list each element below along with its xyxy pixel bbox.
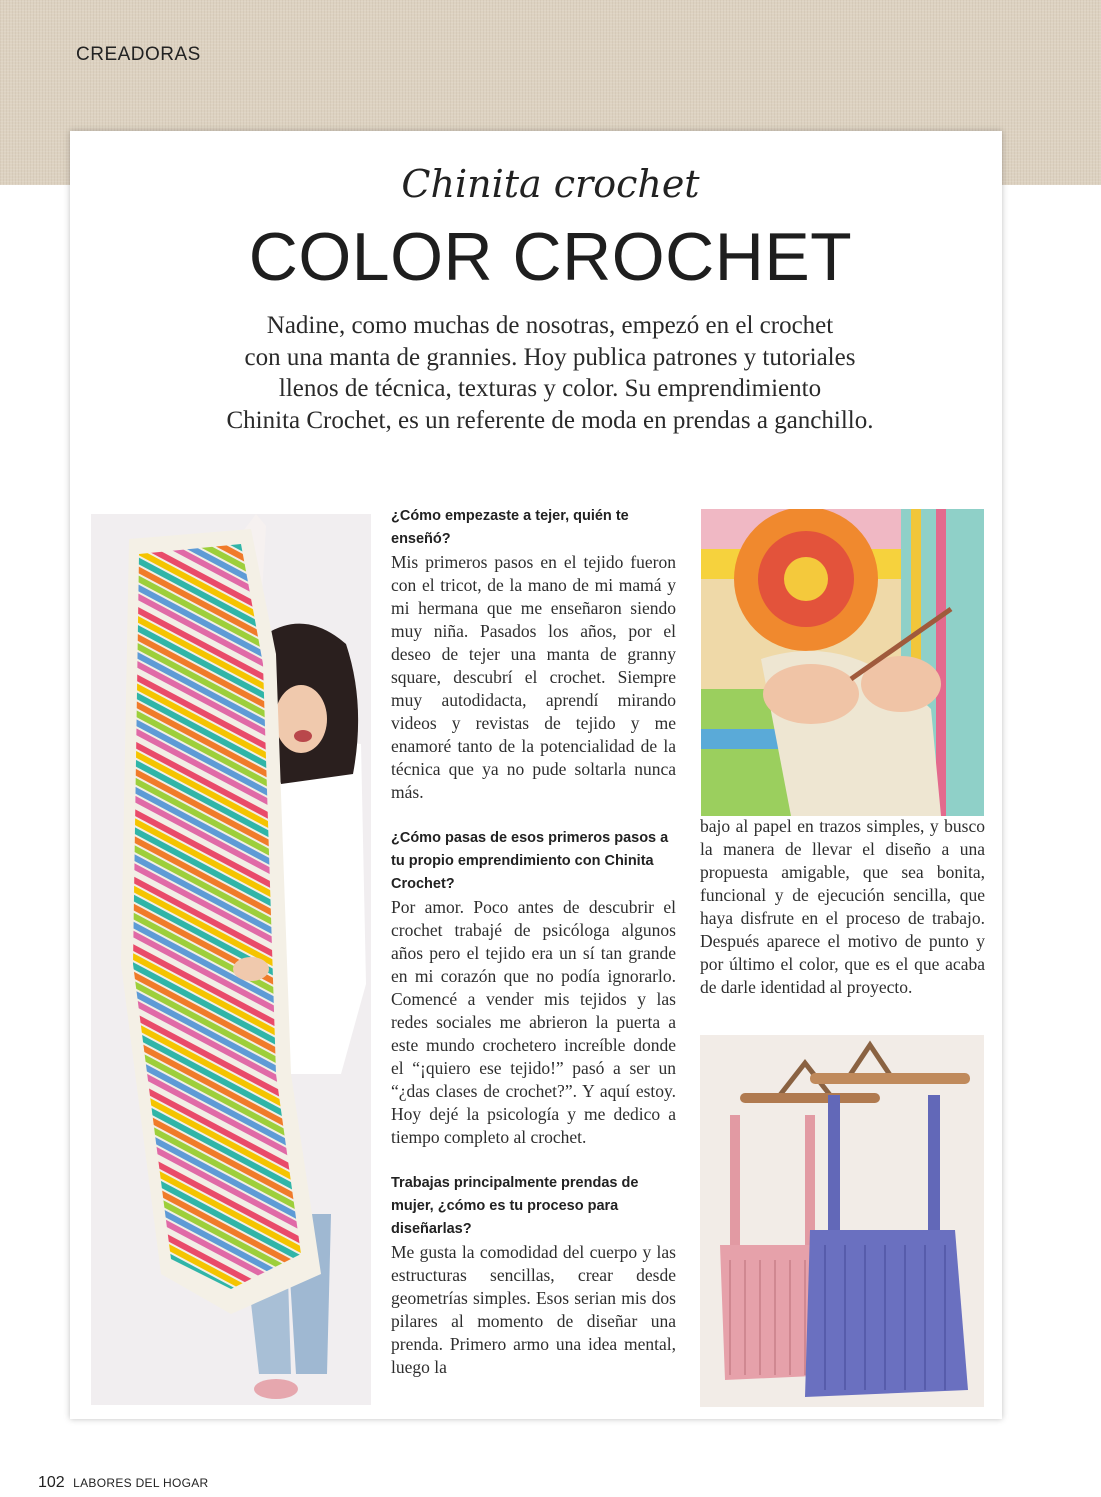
section-label: CREADORAS [76, 44, 201, 65]
column-middle [391, 505, 676, 1379]
lead-line: Chinita Crochet, es un referente de moda en prendas a ganchillo. [226, 406, 874, 434]
lead-line: con una manta de grannies. Hoy publica patrones y tutoriales [244, 343, 856, 371]
photo-crochet-tops [700, 1035, 984, 1407]
page-footer [38, 1474, 209, 1492]
question-2: ¿Cómo pasas de esos primeros pasos a tu propio emprendimiento con Chinita Crochet? [391, 830, 669, 892]
answer-1: Mis primeros pasos en el tejido fueron con el tricot, de la mano de mi mamá y mi hermana que me enseñaron siendo muy niña. Pasados los años, por el deseo de tejer una manta de granny square, descubrí el crochet. Siempre muy autodidacta, aprendí mirando videos y revistas de tejido y me enamoré tanto de la potencialidad de la técnica que ya no pude soltarla nunca más. [391, 552, 676, 802]
photo-blanket-portrait [91, 514, 371, 1405]
magazine-name: LABORES DEL HOGAR [73, 1476, 209, 1490]
question-3: Trabajas principalmente prendas de mujer, ¿cómo es tu proceso para diseñarlas? [391, 1175, 639, 1237]
lead-line: llenos de técnica, texturas y color. Su emprendimiento [278, 375, 822, 402]
answer-3-continued: bajo al papel en trazos simples, y busco la manera de llevar el diseño a una propuesta amigable, que sea bonita, funcional y de ejecución sencilla, que haya disfrute en el proceso de trabajo. Después aparece el motivo de punto y por último el color, que es el que acaba de darle identidad al proyecto. [700, 816, 985, 997]
lead-line: Nadine, como muchas de nosotras, empezó en el crochet [266, 312, 834, 339]
page-number: 102 [38, 1474, 65, 1491]
article-lead [120, 310, 980, 436]
photo-hands-crochet [701, 509, 984, 816]
answer-3: Me gusta la comodidad del cuerpo y las estructuras sencillas, crear desde geometrías simples. Esos serian mis dos pilares al momento de diseñar una prenda. Primero armo una idea mental, luego la [391, 1242, 676, 1377]
article-subtitle: Chinita crochet [401, 162, 700, 206]
column-right [700, 815, 985, 999]
question-1: ¿Cómo empezaste a tejer, quién te enseñó? [391, 508, 629, 547]
article-title: COLOR CROCHET [248, 219, 853, 295]
answer-2: Por amor. Poco antes de descubrir el crochet trabajé de psicóloga algunos años pero el tejido era un sí tan grande en mi corazón que no podía ignorarlo. Comencé a vender mis tejidos y las redes sociales me abrieron la puerta a este mundo crochetero increíble donde el “¡quiero ese tejido!” pasó a ser un “¿das clases de crochet?”. Y aquí estoy. Hoy dejé la psicología y me dedico a tiempo completo al crochet. [391, 897, 676, 1147]
